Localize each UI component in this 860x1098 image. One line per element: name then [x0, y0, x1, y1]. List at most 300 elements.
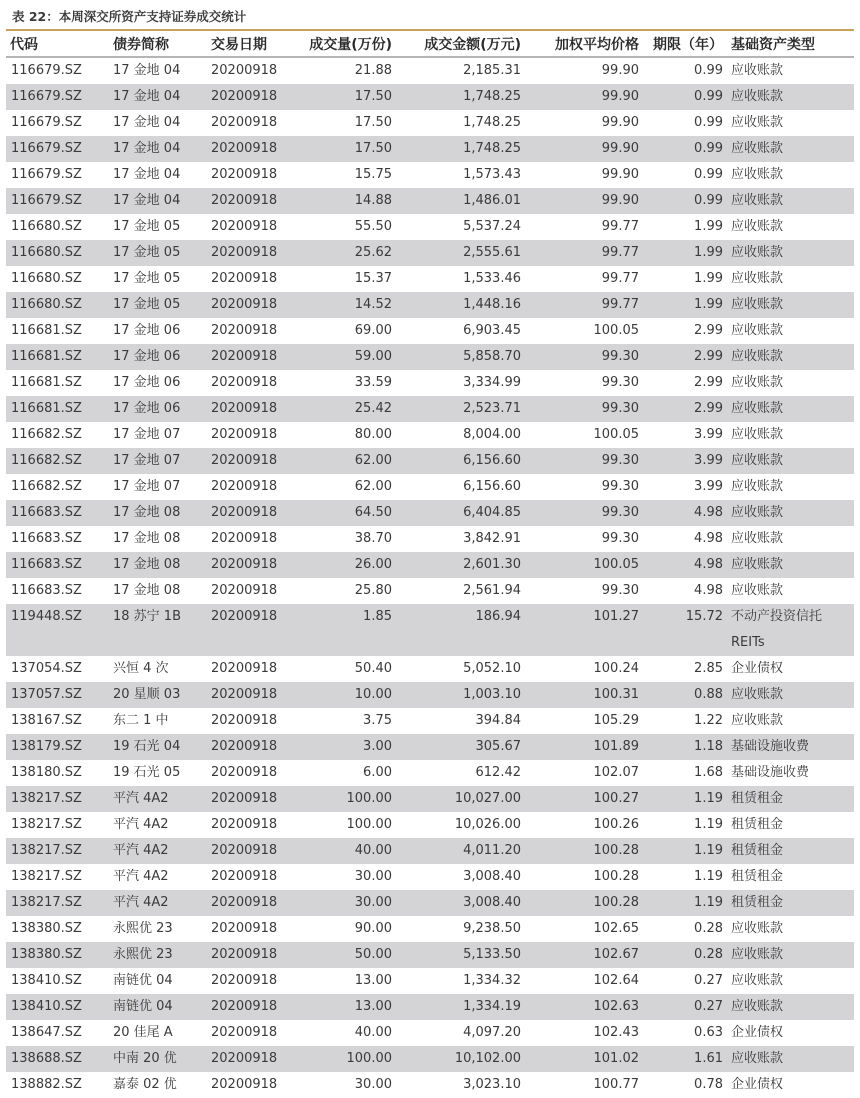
- cell-asset-type: 租赁租金: [731, 869, 784, 884]
- cell-volume: 26.00: [301, 552, 396, 578]
- cell-asset-type: 应收账款: [731, 921, 784, 936]
- cell-asset-type: 应收账款: [727, 552, 854, 578]
- cell-weighted-price: 99.77: [525, 292, 643, 318]
- table-row: [6, 916, 854, 942]
- cell-code: 137057.SZ: [6, 682, 109, 708]
- cell-amount: 186.94: [396, 604, 525, 656]
- cell-asset-type: 企业债权: [731, 661, 784, 676]
- table-row: [6, 474, 854, 500]
- cell-trade-date: 20200918: [211, 219, 278, 234]
- cell-asset-type: 应收账款: [731, 973, 784, 988]
- table-row: [6, 396, 854, 422]
- cell-asset-type: 应收账款: [727, 500, 854, 526]
- table-row: [6, 786, 854, 812]
- cell-asset-type: 应收账款: [727, 344, 854, 370]
- cell-weighted-price: 99.30: [601, 375, 639, 390]
- cell-asset-type: 租赁租金: [727, 890, 854, 916]
- cell-code: 116682.SZ: [11, 427, 82, 442]
- table-row: [6, 734, 854, 760]
- cell-weighted-price: 101.27: [525, 604, 643, 656]
- cell-weighted-price: 100.05: [525, 552, 643, 578]
- cell-volume: 25.42: [301, 396, 396, 422]
- cell-weighted-price: 99.30: [601, 531, 639, 546]
- table-row: [6, 942, 854, 968]
- table-row: [6, 890, 854, 916]
- cell-weighted-price: 99.90: [601, 167, 639, 182]
- table-row: [6, 188, 854, 214]
- cell-trade-date: 20200918: [207, 396, 301, 422]
- cell-weighted-price: 99.30: [525, 500, 643, 526]
- cell-term: 1.99: [694, 219, 723, 234]
- cell-short-name: 17 金地 05: [113, 271, 181, 286]
- cell-weighted-price: 100.26: [593, 817, 639, 832]
- cell-weighted-price: 99.77: [525, 240, 643, 266]
- cell-weighted-price: 100.31: [525, 682, 643, 708]
- cell-volume: 40.00: [354, 1025, 392, 1040]
- cell-code: 138882.SZ: [11, 1077, 82, 1092]
- cell-term: 0.27: [643, 994, 727, 1020]
- cell-asset-type: 应收账款: [731, 713, 784, 728]
- cell-term: 1.61: [643, 1046, 727, 1072]
- cell-amount: 3,842.91: [463, 531, 521, 546]
- cell-trade-date: 20200918: [207, 682, 301, 708]
- cell-short-name: 17 金地 07: [113, 427, 181, 442]
- cell-short-name: 17 金地 08: [113, 583, 181, 598]
- cell-asset-type: 应收账款: [731, 271, 784, 286]
- cell-trade-date: 20200918: [207, 890, 301, 916]
- cell-weighted-price: 100.28: [593, 869, 639, 884]
- cell-code: 138410.SZ: [11, 973, 82, 988]
- table-row: [6, 994, 854, 1020]
- cell-volume: 50.00: [301, 942, 396, 968]
- cell-trade-date: 20200918: [211, 271, 278, 286]
- cell-amount: 5,858.70: [396, 344, 525, 370]
- cell-code: 137054.SZ: [11, 661, 82, 676]
- cell-volume: 100.00: [301, 786, 396, 812]
- cell-code: 116679.SZ: [11, 63, 82, 78]
- cell-volume: 50.40: [354, 661, 392, 676]
- cell-volume: 14.88: [301, 188, 396, 214]
- cell-term: 0.28: [694, 921, 723, 936]
- cell-amount: 394.84: [475, 713, 521, 728]
- cell-amount: 10,027.00: [396, 786, 525, 812]
- table-row: [6, 552, 854, 578]
- cell-asset-type: 应收账款: [727, 994, 854, 1020]
- cell-code: 138647.SZ: [11, 1025, 82, 1040]
- cell-code: 138688.SZ: [6, 1046, 109, 1072]
- cell-term: 4.98: [643, 552, 727, 578]
- cell-term: 3.99: [694, 479, 723, 494]
- cell-amount: 2,555.61: [396, 240, 525, 266]
- cell-asset-type: 应收账款: [731, 323, 784, 338]
- cell-weighted-price: 99.90: [601, 115, 639, 130]
- cell-term: 0.99: [694, 115, 723, 130]
- table-row: [6, 1020, 854, 1046]
- cell-short-name: 20 佳尾 A: [113, 1025, 173, 1040]
- cell-weighted-price: 102.67: [525, 942, 643, 968]
- cell-short-name: 17 金地 04: [109, 84, 207, 110]
- cell-code: 138410.SZ: [6, 994, 109, 1020]
- cell-trade-date: 20200918: [211, 713, 278, 728]
- cell-amount: 9,238.50: [463, 921, 521, 936]
- cell-weighted-price: 102.65: [593, 921, 639, 936]
- cell-amount: 6,903.45: [463, 323, 521, 338]
- cell-asset-type: 应收账款: [731, 63, 784, 78]
- cell-weighted-price: 100.28: [525, 890, 643, 916]
- cell-term: 1.19: [643, 786, 727, 812]
- cell-amount: 10,102.00: [396, 1046, 525, 1072]
- cell-code: 116680.SZ: [6, 240, 109, 266]
- cell-weighted-price: 100.28: [525, 838, 643, 864]
- cell-asset-type: 基础设施收费: [731, 765, 810, 780]
- cell-short-name: 17 金地 06: [113, 375, 181, 390]
- cell-short-name: 南链优 04: [109, 994, 207, 1020]
- cell-short-name: 平汽 4A2: [109, 786, 207, 812]
- header-short-name: 债券简称: [109, 31, 207, 57]
- cell-term: 1.99: [643, 240, 727, 266]
- cell-amount: 1,486.01: [396, 188, 525, 214]
- cell-asset-type: 应收账款: [727, 942, 854, 968]
- table-row: [6, 240, 854, 266]
- cell-term: 0.99: [643, 188, 727, 214]
- cell-term: 2.99: [694, 375, 723, 390]
- cell-code: 138179.SZ: [6, 734, 109, 760]
- cell-short-name: 平汽 4A2: [109, 890, 207, 916]
- cell-volume: 38.70: [354, 531, 392, 546]
- cell-trade-date: 20200918: [211, 1077, 278, 1092]
- cell-term: 1.68: [694, 765, 723, 780]
- cell-term: 0.99: [694, 63, 723, 78]
- cell-asset-type: 租赁租金: [727, 786, 854, 812]
- table-row: [6, 84, 854, 110]
- cell-code: 138167.SZ: [11, 713, 82, 728]
- cell-asset-type: 应收账款: [731, 479, 784, 494]
- header-asset-type: 基础资产类型: [727, 31, 854, 57]
- cell-trade-date: 20200918: [207, 838, 301, 864]
- cell-code: 138217.SZ: [11, 817, 82, 832]
- cell-trade-date: 20200918: [211, 427, 278, 442]
- cell-term: 1.19: [694, 869, 723, 884]
- cell-term: 0.88: [643, 682, 727, 708]
- cell-volume: 40.00: [301, 838, 396, 864]
- header-amount: 成交金额(万元): [396, 31, 525, 57]
- cell-term: 0.28: [643, 942, 727, 968]
- cell-short-name: 中南 20 优: [109, 1046, 207, 1072]
- cell-term: 2.85: [694, 661, 723, 676]
- cell-trade-date: 20200918: [207, 500, 301, 526]
- table-caption: 表 22：本周深交所资产支持证券成交统计: [12, 9, 247, 24]
- cell-asset-type: 应收账款: [727, 240, 854, 266]
- table-row: [6, 682, 854, 708]
- cell-weighted-price: 99.77: [601, 219, 639, 234]
- table-row: [6, 266, 854, 292]
- cell-trade-date: 20200918: [207, 240, 301, 266]
- table-row: [6, 760, 854, 786]
- cell-volume: 10.00: [301, 682, 396, 708]
- cell-amount: 1,748.25: [396, 84, 525, 110]
- cell-volume: 33.59: [354, 375, 392, 390]
- cell-amount: 612.42: [475, 765, 521, 780]
- table-row: [6, 57, 854, 84]
- cell-short-name: 19 石光 05: [113, 765, 181, 780]
- cell-term: 0.78: [694, 1077, 723, 1092]
- cell-weighted-price: 100.27: [525, 786, 643, 812]
- table-row: [6, 604, 854, 656]
- table-row: [6, 1072, 854, 1098]
- header-weighted-price: 加权平均价格: [525, 31, 643, 57]
- cell-weighted-price: 99.90: [525, 136, 643, 162]
- cell-amount: 1,003.10: [396, 682, 525, 708]
- cell-code: 138217.SZ: [6, 838, 109, 864]
- cell-weighted-price: 99.30: [525, 344, 643, 370]
- cell-code: 116679.SZ: [6, 84, 109, 110]
- cell-amount: 3,008.40: [463, 869, 521, 884]
- cell-amount: 8,004.00: [463, 427, 521, 442]
- cell-volume: 3.75: [363, 713, 392, 728]
- cell-weighted-price: 102.07: [593, 765, 639, 780]
- cell-trade-date: 20200918: [211, 479, 278, 494]
- cell-term: 0.27: [694, 973, 723, 988]
- cell-trade-date: 20200918: [207, 942, 301, 968]
- table-row: [6, 136, 854, 162]
- cell-code: 116679.SZ: [11, 167, 82, 182]
- cell-amount: 3,008.40: [396, 890, 525, 916]
- cell-asset-type: 不动产投资信托 REITs: [727, 604, 854, 656]
- table-row: [6, 162, 854, 188]
- cell-weighted-price: 99.30: [525, 396, 643, 422]
- table-body: [6, 57, 854, 1098]
- cell-short-name: 平汽 4A2: [113, 869, 169, 884]
- cell-asset-type: 应收账款: [727, 396, 854, 422]
- cell-short-name: 17 金地 04: [113, 115, 181, 130]
- cell-short-name: 17 金地 08: [109, 500, 207, 526]
- cell-term: 1.19: [643, 838, 727, 864]
- cell-short-name: 19 石光 04: [109, 734, 207, 760]
- cell-code: 119448.SZ: [6, 604, 109, 656]
- cell-term: 15.72: [643, 604, 727, 656]
- table-row: [6, 292, 854, 318]
- cell-code: 116683.SZ: [6, 552, 109, 578]
- cell-volume: 1.85: [301, 604, 396, 656]
- cell-code: 138380.SZ: [6, 942, 109, 968]
- table-row: [6, 110, 854, 136]
- cell-code: 116680.SZ: [6, 292, 109, 318]
- cell-volume: 80.00: [354, 427, 392, 442]
- cell-trade-date: 20200918: [207, 552, 301, 578]
- table-row: [6, 448, 854, 474]
- cell-trade-date: 20200918: [211, 115, 278, 130]
- cell-code: 138217.SZ: [11, 869, 82, 884]
- cell-weighted-price: 100.24: [593, 661, 639, 676]
- cell-weighted-price: 100.05: [593, 323, 639, 338]
- cell-short-name: 17 金地 08: [109, 552, 207, 578]
- cell-weighted-price: 99.90: [525, 188, 643, 214]
- cell-short-name: 兴恒 4 次: [113, 661, 169, 676]
- table-row: [6, 318, 854, 344]
- cell-weighted-price: 102.43: [593, 1025, 639, 1040]
- cell-trade-date: 20200918: [207, 292, 301, 318]
- cell-amount: 5,133.50: [396, 942, 525, 968]
- cell-asset-type: 企业债权: [731, 1025, 784, 1040]
- cell-trade-date: 20200918: [211, 531, 278, 546]
- table-row: [6, 864, 854, 890]
- cell-volume: 30.00: [301, 890, 396, 916]
- cell-amount: 2,561.94: [463, 583, 521, 598]
- cell-weighted-price: 101.89: [525, 734, 643, 760]
- cell-asset-type: 应收账款: [727, 136, 854, 162]
- cell-amount: 2,185.31: [463, 63, 521, 78]
- cell-term: 2.99: [643, 344, 727, 370]
- table-row: [6, 500, 854, 526]
- cell-short-name: 17 金地 05: [113, 219, 181, 234]
- cell-code: 116681.SZ: [6, 344, 109, 370]
- cell-amount: 5,052.10: [463, 661, 521, 676]
- cell-trade-date: 20200918: [211, 323, 278, 338]
- cell-asset-type: 应收账款: [727, 682, 854, 708]
- cell-short-name: 17 金地 04: [109, 188, 207, 214]
- table-row: [6, 1046, 854, 1072]
- cell-term: 0.99: [694, 167, 723, 182]
- cell-trade-date: 20200918: [211, 921, 278, 936]
- cell-asset-type: 应收账款: [731, 583, 784, 598]
- cell-amount: 6,156.60: [396, 448, 525, 474]
- cell-amount: 1,334.32: [463, 973, 521, 988]
- cell-amount: 10,026.00: [454, 817, 521, 832]
- cell-short-name: 平汽 4A2: [113, 817, 169, 832]
- cell-trade-date: 20200918: [207, 604, 301, 656]
- cell-volume: 90.00: [354, 921, 392, 936]
- cell-asset-type: 应收账款: [731, 167, 784, 182]
- table-row: [6, 526, 854, 552]
- header-term: 期限（年）: [643, 31, 727, 57]
- cell-amount: 1,334.19: [396, 994, 525, 1020]
- cell-short-name: 17 金地 08: [113, 531, 181, 546]
- cell-weighted-price: 99.77: [601, 271, 639, 286]
- cell-volume: 13.00: [354, 973, 392, 988]
- cell-short-name: 17 金地 05: [109, 292, 207, 318]
- header-volume: 成交量(万份): [301, 31, 396, 57]
- cell-volume: 30.00: [354, 1077, 392, 1092]
- cell-volume: 62.00: [354, 479, 392, 494]
- cell-weighted-price: 99.30: [601, 583, 639, 598]
- cell-short-name: 南链优 04: [113, 973, 173, 988]
- cell-volume: 15.37: [354, 271, 392, 286]
- cell-amount: 3,334.99: [463, 375, 521, 390]
- cell-short-name: 17 金地 07: [109, 448, 207, 474]
- cell-trade-date: 20200918: [207, 994, 301, 1020]
- cell-short-name: 17 金地 06: [109, 396, 207, 422]
- cell-trade-date: 20200918: [207, 448, 301, 474]
- cell-volume: 62.00: [301, 448, 396, 474]
- cell-amount: 4,011.20: [396, 838, 525, 864]
- cell-term: 1.22: [694, 713, 723, 728]
- cell-code: 138380.SZ: [11, 921, 82, 936]
- cell-volume: 17.50: [301, 84, 396, 110]
- cell-amount: 4,097.20: [463, 1025, 521, 1040]
- table-row: [6, 708, 854, 734]
- cell-asset-type: 租赁租金: [727, 838, 854, 864]
- cell-trade-date: 20200918: [211, 869, 278, 884]
- cell-volume: 64.50: [301, 500, 396, 526]
- cell-term: 3.99: [694, 427, 723, 442]
- cell-term: 1.18: [643, 734, 727, 760]
- table-row: [6, 656, 854, 682]
- cell-term: 4.98: [694, 583, 723, 598]
- cell-term: 0.99: [643, 84, 727, 110]
- cell-weighted-price: 99.30: [525, 448, 643, 474]
- cell-trade-date: 20200918: [207, 734, 301, 760]
- cell-asset-type: 应收账款: [727, 292, 854, 318]
- cell-amount: 1,748.25: [396, 136, 525, 162]
- cell-weighted-price: 99.90: [525, 84, 643, 110]
- cell-volume: 100.00: [301, 1046, 396, 1072]
- cell-short-name: 17 金地 07: [113, 479, 181, 494]
- cell-volume: 100.00: [346, 817, 392, 832]
- cell-volume: 25.62: [301, 240, 396, 266]
- cell-asset-type: 应收账款: [727, 84, 854, 110]
- cell-short-name: 17 金地 05: [109, 240, 207, 266]
- cell-term: 1.19: [694, 817, 723, 832]
- cell-volume: 17.50: [301, 136, 396, 162]
- cell-amount: 2,523.71: [396, 396, 525, 422]
- cell-code: 116680.SZ: [11, 271, 82, 286]
- table-row: [6, 214, 854, 240]
- cell-volume: 30.00: [354, 869, 392, 884]
- cell-amount: 3,023.10: [463, 1077, 521, 1092]
- table-row: [6, 344, 854, 370]
- cell-code: 116679.SZ: [6, 188, 109, 214]
- cell-asset-type: 应收账款: [727, 1046, 854, 1072]
- cell-amount: 1,533.46: [463, 271, 521, 286]
- cell-volume: 55.50: [354, 219, 392, 234]
- cell-code: 116681.SZ: [11, 323, 82, 338]
- cell-code: 116680.SZ: [11, 219, 82, 234]
- cell-trade-date: 20200918: [211, 375, 278, 390]
- cell-volume: 59.00: [301, 344, 396, 370]
- cell-code: 116683.SZ: [11, 583, 82, 598]
- cell-trade-date: 20200918: [211, 63, 278, 78]
- cell-asset-type: 应收账款: [731, 219, 784, 234]
- cell-trade-date: 20200918: [207, 136, 301, 162]
- cell-short-name: 20 星顺 03: [109, 682, 207, 708]
- cell-term: 4.98: [643, 500, 727, 526]
- cell-weighted-price: 102.64: [593, 973, 639, 988]
- cell-term: 4.98: [694, 531, 723, 546]
- cell-volume: 6.00: [363, 765, 392, 780]
- cell-short-name: 17 金地 06: [113, 323, 181, 338]
- header-trade-date: 交易日期: [207, 31, 301, 57]
- cell-amount: 1,573.43: [463, 167, 521, 182]
- cell-asset-type: 企业债权: [731, 1077, 784, 1092]
- cell-code: 116679.SZ: [6, 136, 109, 162]
- cell-asset-type: 租赁租金: [731, 817, 784, 832]
- cell-volume: 25.80: [354, 583, 392, 598]
- table-row: [6, 578, 854, 604]
- cell-asset-type: 应收账款: [727, 448, 854, 474]
- cell-term: 1.19: [643, 890, 727, 916]
- table-header-row: [6, 31, 854, 57]
- cell-trade-date: 20200918: [211, 1025, 278, 1040]
- table-row: [6, 838, 854, 864]
- cell-amount: 5,537.24: [463, 219, 521, 234]
- cell-amount: 6,404.85: [396, 500, 525, 526]
- cell-volume: 15.75: [354, 167, 392, 182]
- cell-short-name: 永熙优 23: [113, 921, 173, 936]
- cell-amount: 305.67: [396, 734, 525, 760]
- cell-trade-date: 20200918: [207, 344, 301, 370]
- cell-trade-date: 20200918: [207, 84, 301, 110]
- cell-code: 116679.SZ: [11, 115, 82, 130]
